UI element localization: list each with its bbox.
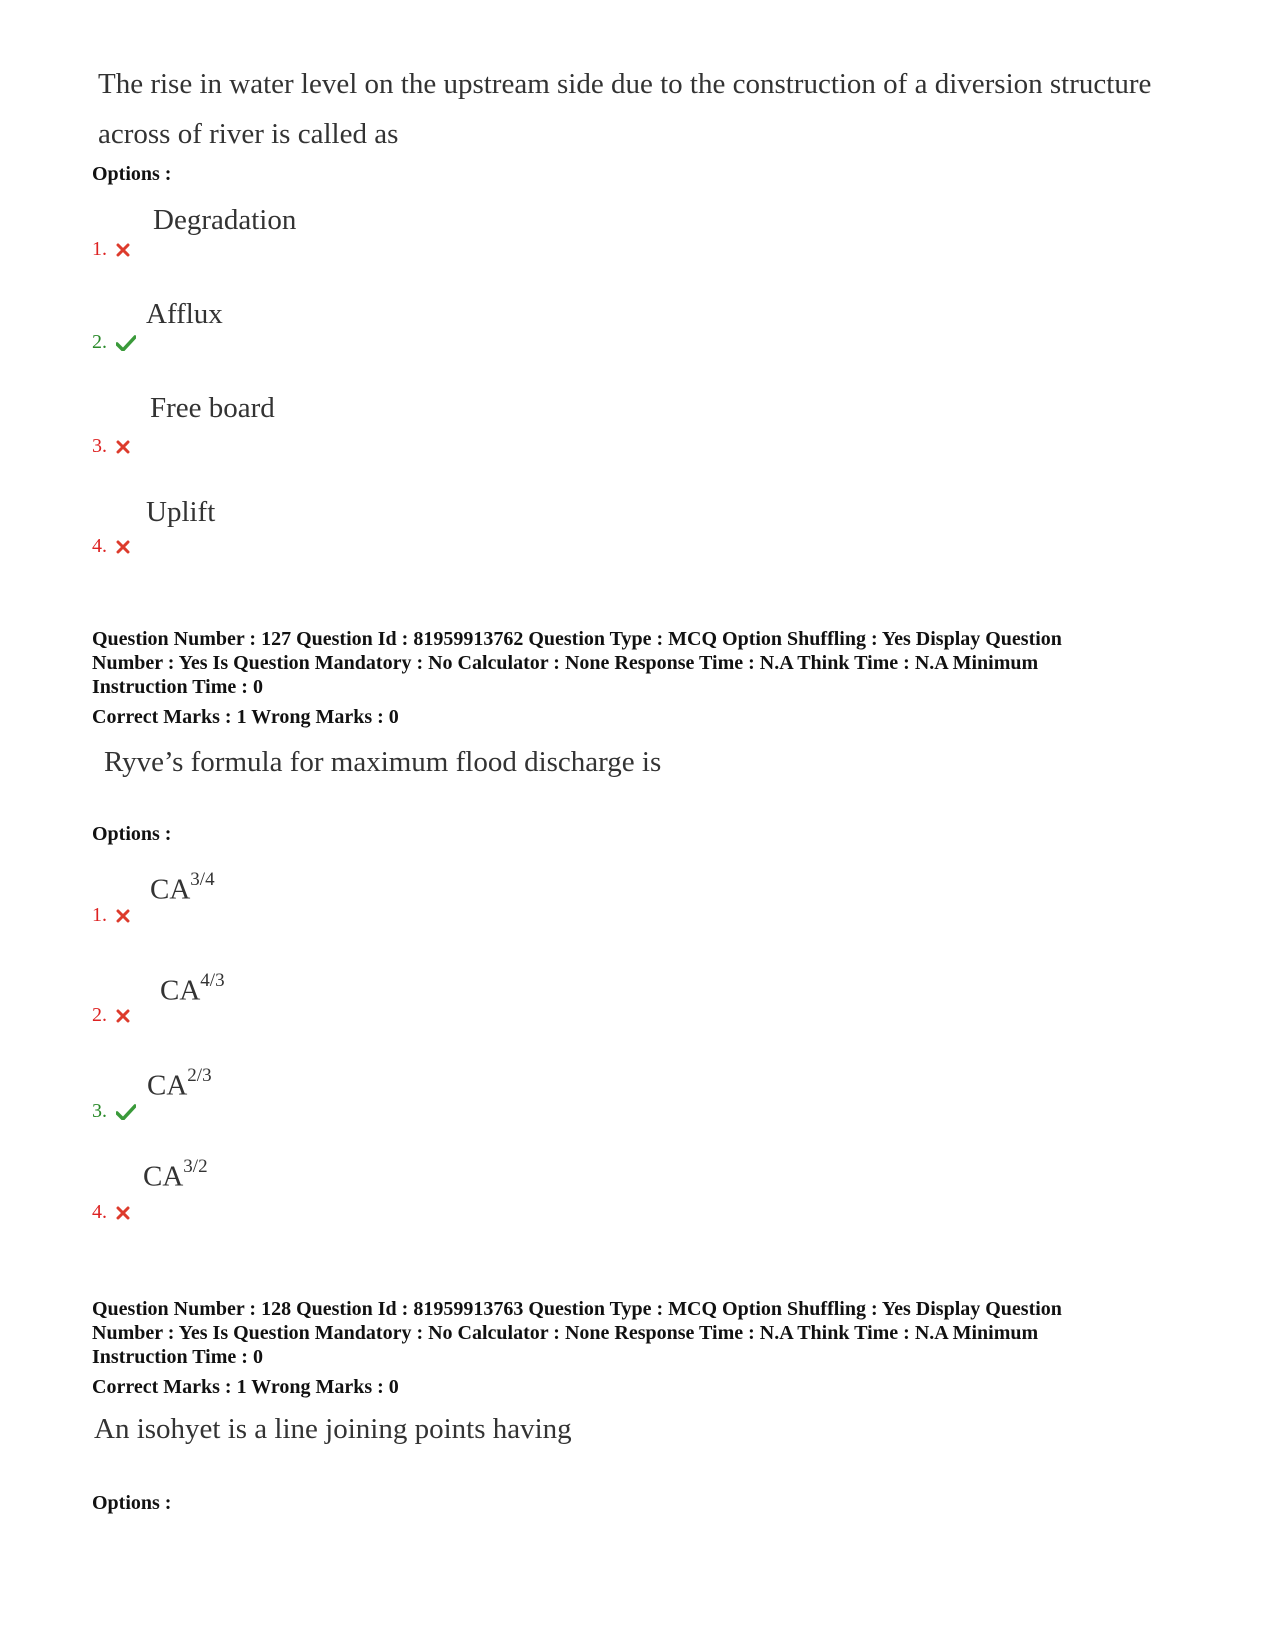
cross-mark-icon — [116, 440, 130, 454]
option-number: 1. — [92, 238, 130, 261]
question-text: Ryve’s formula for maximum flood discharge is — [104, 746, 662, 778]
option-text: Uplift — [146, 496, 216, 528]
cross-mark-icon — [116, 243, 130, 257]
option-formula: $CA^{3/2}$ — [143, 1156, 208, 1193]
marks-line: Correct Marks : 1 Wrong Marks : 0 — [92, 1376, 399, 1398]
question-text: An isohyet is a line joining points having — [94, 1413, 572, 1445]
option-text: Afflux — [146, 298, 223, 330]
question-meta-line: Question Number : 128 Question Id : 81959913763 Question Type : MCQ Option Shuffling : Yes Display Question — [92, 1298, 1062, 1320]
option-number: 2. — [92, 331, 136, 354]
option-text: Degradation — [153, 204, 297, 236]
option-text: Free board — [150, 392, 275, 424]
question-text-line: The rise in water level on the upstream side due to the construction of a diversion structure — [98, 68, 1152, 100]
option-number: 3. — [92, 435, 130, 458]
option-formula: $CA^{3/4}$ — [150, 869, 215, 906]
question-meta-line: Instruction Time : 0 — [92, 1346, 263, 1368]
options-label: Options : — [92, 823, 172, 845]
option-number: 3. — [92, 1100, 136, 1123]
options-label: Options : — [92, 163, 172, 185]
option-number: 1. — [92, 904, 130, 927]
option-number: 2. — [92, 1004, 130, 1027]
option-number: 4. — [92, 1201, 130, 1224]
cross-mark-icon — [116, 1206, 130, 1220]
option-formula: $CA^{2/3}$ — [147, 1065, 212, 1102]
question-text-line: across of river is called as — [98, 118, 399, 150]
option-number: 4. — [92, 535, 130, 558]
question-meta-line: Number : Yes Is Question Mandatory : No Calculator : None Response Time : N.A Think Time : N.A Minimum — [92, 1322, 1039, 1344]
check-mark-icon — [116, 1104, 136, 1120]
marks-line: Correct Marks : 1 Wrong Marks : 0 — [92, 706, 399, 728]
question-meta-line: Number : Yes Is Question Mandatory : No Calculator : None Response Time : N.A Think Time : N.A Minimum — [92, 652, 1039, 674]
cross-mark-icon — [116, 909, 130, 923]
question-meta-line: Instruction Time : 0 — [92, 676, 263, 698]
options-label: Options : — [92, 1492, 172, 1514]
question-meta-line: Question Number : 127 Question Id : 81959913762 Question Type : MCQ Option Shuffling : Yes Display Question — [92, 628, 1062, 650]
cross-mark-icon — [116, 540, 130, 554]
option-formula: $CA^{4/3}$ — [160, 970, 225, 1007]
check-mark-icon — [116, 335, 136, 351]
cross-mark-icon — [116, 1009, 130, 1023]
